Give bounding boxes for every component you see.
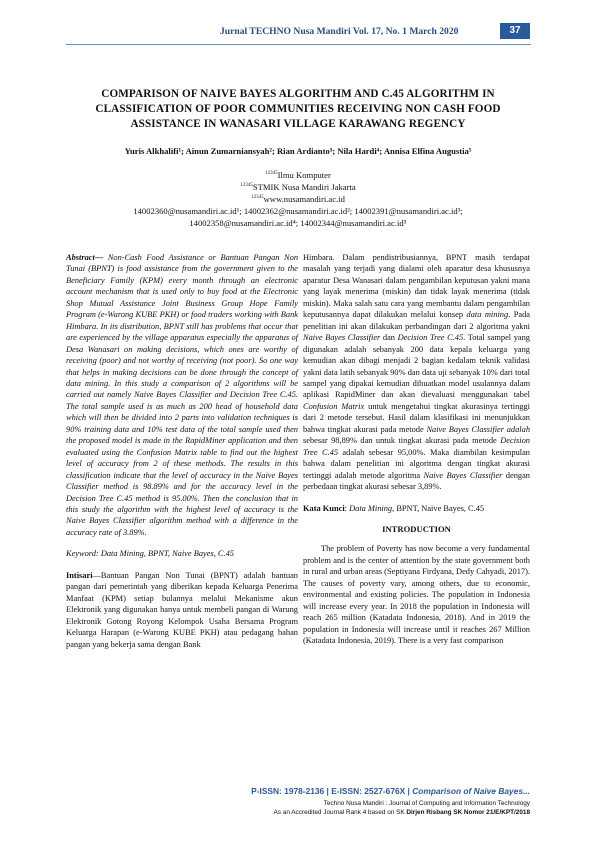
accreditation-decree: Dirjen Risbang SK Nomor 21/E/KPT/2018 <box>406 809 530 816</box>
right-column <box>303 252 530 647</box>
keyword-label: Keyword: <box>66 549 99 559</box>
intisari-continuation <box>303 252 530 493</box>
intisari-term-b: Naive Bayes Classifier <box>303 333 381 343</box>
kata-kunci-label: Kata Kunci <box>303 503 345 513</box>
page-number-badge: 37 <box>500 23 530 39</box>
footer-journal-line: Techno Nusa Mandiri : Journal of Computing and Information Technology <box>323 800 530 807</box>
intisari-text: Bantuan Pangan Non Tunai (BPNT) adalah bantuan pangan dari pemerintah yang diberikan kepada Keluarga Penerima Manfaat (KPM) setiap bulannya melalui Mekanisme akun Elektronik yang digunakan hanya untuk membeli pangan di Warung Elektronik Gotong Royong Kelompok Usaha Bersama Program Keluarga Harapan (e-Warong KUBE PKH) atau pedagang bahan pangan yang bekerja sama dengan Bank <box>66 570 298 649</box>
affiliation-text: www.nusamandiri.ac.id <box>263 193 345 204</box>
footer-accreditation-line <box>200 809 530 816</box>
intisari-term-a: data mining <box>466 310 509 320</box>
kata-kunci-text: , BPNT, Naive Bayes, C.45 <box>392 503 485 513</box>
intisari-text-a: Himbara. Dalam pendistribusiannya, BPNT masih terdapat masalah yang terjadi yang dialami oleh aparatur desa khususnya aparatur Desa Wanasari dalam pengambilan keputusan yakni mana yang layak menerima (miskin) dan tidak layak menerima (tidak miskin). Maka salah satu cara yang membantu dalam pengambilan keputusannya dapat dilakukan melalui konsep <box>303 253 530 320</box>
journal-header: Jurnal TECHNO Nusa Mandiri Vol. 17, No. 1 March 2020 <box>220 26 459 37</box>
affiliation-text: Ilmu Komputer <box>277 169 331 180</box>
intisari-term-e: Naive Bayes Classifier adalah <box>426 424 531 434</box>
keyword-line <box>66 548 298 559</box>
email-line-1: 14002360@nusamandiri.ac.id¹; 14002362@nusamandiri.ac.id²; 14002391@nusamandiri.ac.id³; <box>133 206 463 216</box>
affiliation-2 <box>66 180 530 193</box>
intisari-term-f: Decision Tree C.45 <box>303 436 530 457</box>
intisari-term-g: Naive Bayes Classifier <box>423 470 503 480</box>
intisari-text-h: dengan perbedaan tingkat akurasi sebesar 3,89%. <box>303 470 530 492</box>
intisari-text-e: untuk mengetahui tingkat akurasinya tertinggi dari 2 metode tersebut. Hasil dalam klasifikasi ini menunjukkan bahwa tingkat akurasi pada metode <box>303 401 530 434</box>
kata-kunci-term: Data Mining <box>349 503 393 513</box>
paper-title: COMPARISON OF NAIVE BAYES ALGORITHM AND C.45 ALGORITHM IN CLASSIFICATION OF POOR COMMUNITIES RECEIVING NON CASH FOOD ASSISTANCE IN WANASARI VILLAGE KARAWANG REGENCY <box>95 88 501 130</box>
intisari-text-g: adalah sebesar 95,00%. Maka diambilan kesimpulan bahwa dalam penelitian ini algoritma dengan tingkat akurasi tertinggi adalah metode algoritma <box>303 447 530 480</box>
footer-issn <box>200 786 530 796</box>
intisari-term-d: Confusion Matrix <box>303 401 365 411</box>
abstract-label: Abstract— <box>66 253 104 262</box>
intisari-text-b: . Pada penelitian ini akan dilakukan perbandingan dari 2 algoritma yakni <box>303 310 531 331</box>
keyword-text: Data Mining, BPNT, Naive Bayes, C.45 <box>100 549 234 559</box>
intisari-paragraph <box>66 570 298 650</box>
intisari-text-c: dan <box>380 333 398 343</box>
kata-kunci-sep: : <box>344 503 350 513</box>
intisari-dash: — <box>92 570 101 580</box>
abstract-paragraph <box>66 252 298 538</box>
header-divider <box>66 44 531 45</box>
email-line-2: 14002358@nusamandiri.ac.id⁴; 14002344@nusamandiri.ac.id⁵ <box>189 218 407 228</box>
intisari-text-f: sebesar 98,89% dan untuk tingkat akurasi pada metode <box>303 436 501 446</box>
running-title: Comparison of Naive Bayes... <box>412 786 530 796</box>
author-list: Yuris Alkhalifi¹; Ainun Zumarniansyah²; Rian Ardianto³; Nila Hardi⁴; Annisa Elfina Augustia⁵ <box>124 146 472 156</box>
intisari-term-c: Decision Tree C.45 <box>397 333 464 343</box>
accreditation-text: As an Accredited Journal Rank 4 based on SK <box>273 809 407 816</box>
affiliation-text: STMIK Nusa Mandiri Jakarta <box>252 181 356 192</box>
kata-kunci-line <box>303 503 530 514</box>
intisari-label: Intisari <box>66 570 93 580</box>
introduction-paragraph: The problem of Poverty has now become a very fundamental problem and is the center of attention by the state government both in rural and urban areas (Septiyana Firdyana, Dedy Cahyadi, 2017). The causes of poverty vary, among others, due to economic, environmental and existing policies. The population in Indonesia will increase every year. In 2018 the population in Indonesia will reach 265 million (Katadata Indonesia, 2018). And in 2019 the population in Indonesia will increase until it reaches 267 Million (Katadata Indonesia, 2019). There is a very fast comparison <box>303 544 530 646</box>
affiliation-sup: 12345 <box>265 171 278 176</box>
affiliation-3 <box>66 192 530 205</box>
issn-text: P-ISSN: 1978-2136 | E-ISSN: 2527-676X | <box>251 786 413 796</box>
affiliation-1 <box>66 168 530 181</box>
left-column <box>66 252 298 650</box>
abstract-text: Non-Cash Food Assistance or Bantuan Pangan Non Tunai (BPNT) is food assistance from the government given to the Beneficiary Family (KPM) every month through an electronic account mechanism that is used only to buy food at the Electronic Shop Mutual Assistance Joint Business Group Hope Family Program (e-Warong KUBE PKH) or food traders working with Bank Himbara. In its distribution, BPNT still has problems that occur that are experienced by the village apparatus especially the apparatus of Desa Wanasari on making decisions, which ones are worthy of receiving (poor) and not worthy of receiving (not poor). So one way that helps in making decisions can be done through the concept of data mining. In this study a comparison of 2 algorithms will be carried out namely Naive Bayes Classifier and Decision Tree C.45. The total sample used is as much as 200 head of household data which will then be divided into 2 parts into validation techniques is 90% training data and 10% test data of the total sample used then the proposed model is made in the RapidMiner application and then evaluated using the Confusion Matrix table to find out the highest level of accuracy from 2 of these methods. The results in this classification indicate that the level of accuracy in the Naive Bayes Classifier method is 98.89% and for the accuracy level in the Decision Tree C.45 method is 95.00%. Then the conclusion that in this study the algorithm with the highest level of accuracy is the Naive Bayes Classifier algorithm method with a difference in the accuracy rate of 3.89%. <box>66 253 299 537</box>
introduction-heading: INTRODUCTION <box>382 523 451 534</box>
affiliation-sup: 12345 <box>251 195 264 200</box>
intisari-text-d: . Total sampel yang digunakan adalah sebanyak 200 data kepala keluarga yang kemudian akan dibagi menjadi 2 bagian kedalam teknik validasi yakni data latih sebanyak 90% dan data uji sebanyak 10% dari total sampel yang dipakai kemudian dibuatkan model usulannya dalam aplikasi RapidMiner dan akan dievaluasi menggunakan tabel <box>303 333 530 400</box>
affiliation-sup: 12345 <box>240 183 253 188</box>
